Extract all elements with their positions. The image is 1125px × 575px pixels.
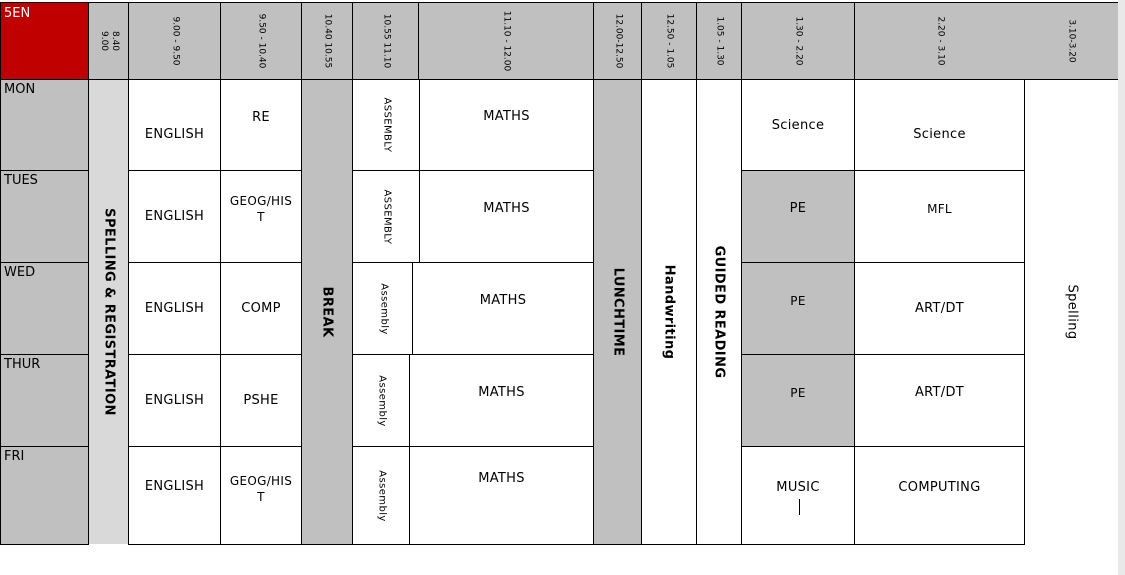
guided-reading-block [696, 79, 742, 545]
maths-mon [419, 79, 594, 171]
day-cell-fri [0, 446, 89, 545]
subject-label: MATHS [478, 385, 525, 400]
time-label: 8.40 9.00 [98, 30, 120, 52]
subject-label: MUSIC [776, 480, 820, 495]
assembly-fri [352, 446, 410, 545]
lesson-tue-p5 [741, 170, 855, 263]
day-label: FRI [4, 449, 25, 464]
handwriting-label: Handwriting [661, 264, 677, 360]
vertical-scrollbar[interactable] [1118, 0, 1125, 575]
break-label: BREAK [319, 286, 335, 338]
header-1305 [696, 2, 742, 80]
day-label: WED [4, 265, 36, 280]
spelling-label: Spelling [1064, 284, 1079, 340]
lesson-tue-p6 [854, 170, 1025, 263]
subject-label: PE [789, 201, 807, 216]
day-label: THUR [4, 357, 41, 372]
subject-label: Science [771, 118, 825, 133]
time-label: 10.55 11.10 [381, 13, 391, 69]
subject-label: MATHS [479, 293, 527, 308]
subject-label: ENGLISH [144, 209, 205, 224]
subject-label: PE [790, 294, 806, 308]
text-cursor [799, 499, 800, 515]
subject-label: GEOG/HIS T [229, 194, 293, 224]
registration-block [89, 80, 128, 544]
lesson-mon-p5 [741, 79, 855, 171]
time-label: 1.30 - 2.20 [793, 16, 804, 66]
assembly-label: Assembly [376, 469, 388, 522]
guided-reading-label: GUIDED READING [711, 245, 727, 379]
lesson-wed-p2 [220, 262, 302, 355]
subject-label: MFL [927, 202, 952, 216]
subject-label: MATHS [483, 109, 530, 124]
day-cell-tue [0, 170, 89, 263]
subject-label: ENGLISH [144, 479, 205, 494]
header-1330 [741, 2, 855, 80]
assembly-label: ASSEMBLY [381, 189, 393, 244]
assembly-mon [352, 79, 420, 171]
header-0950 [220, 2, 302, 80]
time-label: 2.20 - 3.10 [935, 16, 945, 66]
time-label: 9.50 - 10.40 [256, 13, 267, 69]
assembly-label: Assembly [376, 374, 388, 427]
assembly-label: Assembly [378, 282, 390, 335]
maths-thu [409, 354, 594, 447]
header-0900 [128, 2, 221, 80]
lesson-wed-p6 [854, 262, 1025, 355]
subject-label: ENGLISH [144, 127, 205, 142]
lesson-thu-p6 [854, 354, 1025, 447]
handwriting-block [641, 79, 697, 545]
subject-label: MATHS [478, 471, 525, 486]
subject-label: ENGLISH [144, 301, 205, 316]
header-1200 [593, 2, 642, 80]
subject-label: Science [913, 127, 966, 142]
subject-label: ENGLISH [144, 393, 205, 408]
class-label: 5EN [4, 6, 31, 21]
lesson-mon-p2 [220, 79, 302, 171]
subject-label: PSHE [243, 393, 279, 408]
lesson-mon-p6 [854, 79, 1025, 171]
subject-label: GEOG/HIS T [229, 474, 293, 504]
maths-wed [412, 262, 594, 355]
time-label: 12.00-12.50 [613, 13, 623, 69]
subject-label: MATHS [483, 201, 530, 216]
lesson-tue-p2 [220, 170, 302, 263]
header-1510 [1024, 2, 1118, 80]
lunch-label: LUNCHTIME [610, 267, 625, 357]
header-1420 [854, 2, 1025, 80]
day-label: TUES [4, 173, 38, 188]
subject-label: ART/DT [914, 385, 965, 400]
day-cell-mon [0, 79, 89, 171]
subject-label: ART/DT [914, 301, 965, 316]
assembly-thu [352, 354, 410, 447]
break-block [301, 79, 353, 545]
lesson-thu-p5 [741, 354, 855, 447]
time-label: 10.40 10.55 [322, 13, 333, 69]
time-label: 1.05 - 1.30 [714, 16, 725, 66]
lunch-block [593, 79, 642, 545]
subject-label: PE [790, 386, 806, 400]
lesson-fri-p5[interactable] [741, 446, 855, 545]
day-label: MON [4, 82, 36, 97]
subject-label: COMPUTING [898, 480, 981, 495]
assembly-wed [352, 262, 413, 355]
registration-label: SPELLING & REGISTRATION [101, 208, 116, 416]
time-label: 3.10-3.20 [1066, 19, 1077, 63]
assembly-label: ASSEMBLY [381, 97, 393, 153]
lesson-fri-p6 [854, 446, 1025, 545]
assembly-tue [352, 170, 420, 263]
time-label: 12.50 - 1.05 [664, 13, 675, 69]
time-label: 9.00 - 9.50 [170, 16, 180, 66]
lesson-thu-p2 [220, 354, 302, 447]
lesson-mon-p1 [128, 79, 221, 171]
lesson-thu-p1 [128, 354, 221, 447]
class-label-cell [0, 2, 89, 80]
subject-label: RE [252, 110, 270, 125]
lesson-fri-p1 [128, 446, 221, 545]
maths-fri [409, 446, 594, 545]
day-cell-thu [0, 354, 89, 447]
header-0840 [88, 2, 129, 80]
maths-tue [419, 170, 594, 263]
lesson-wed-p1 [128, 262, 221, 355]
spelling-block [1025, 80, 1118, 544]
lesson-wed-p5 [741, 262, 855, 355]
time-label: 11.10 - 12.00 [501, 10, 512, 72]
header-1250 [641, 2, 697, 80]
lesson-fri-p2 [220, 446, 302, 545]
header-1055 [352, 2, 419, 80]
header-1040 [301, 2, 353, 80]
header-1110 [418, 2, 594, 80]
subject-label: COMP [241, 301, 281, 316]
lesson-tue-p1 [128, 170, 221, 263]
day-cell-wed [0, 262, 89, 355]
